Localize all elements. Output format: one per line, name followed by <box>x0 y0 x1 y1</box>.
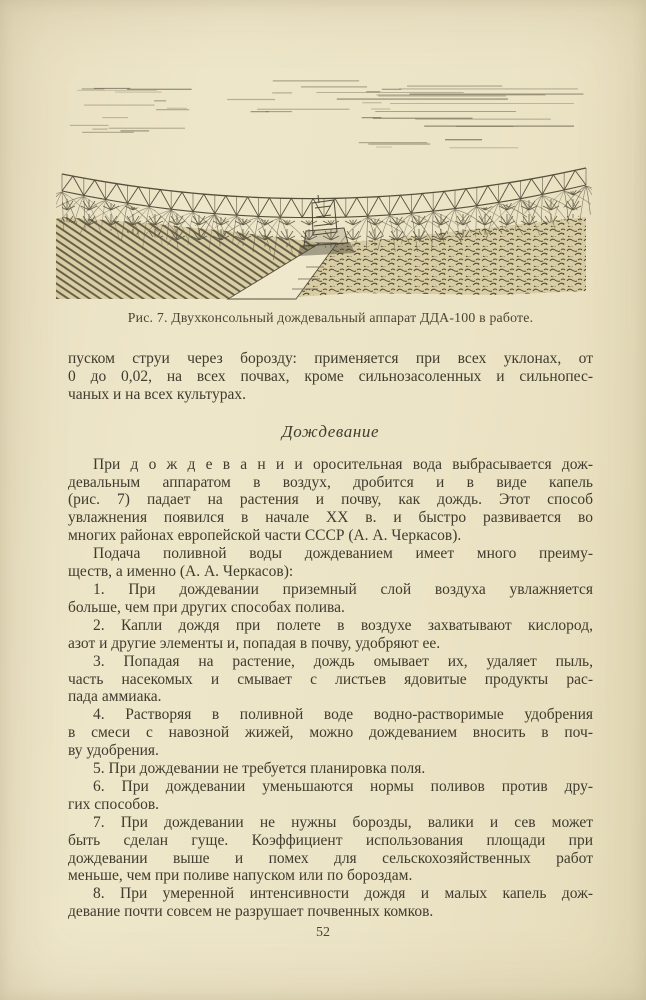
text-column <box>68 350 593 921</box>
section-heading: Дождевание <box>281 421 380 441</box>
paragraph <box>68 814 593 886</box>
text-line: (рис. 7) падает на растения и почву, как дождь. Этот способ <box>68 491 593 509</box>
cloud-streaks <box>70 81 584 148</box>
text-line: 5. При дождевании не требуется планировка поля. <box>93 760 426 778</box>
section-paragraphs <box>68 456 593 922</box>
text-line: 3. Попадая на растение, дождь омывает их, удаляет пыль, <box>93 652 593 670</box>
text-line: гих способов. <box>68 795 160 813</box>
text-line: 0 до 0,02, на всех почвах, кроме сильнозасоленных и сильнопес- <box>68 367 593 385</box>
text-line: 4. Растворяя в поливной воде водно-растворимые удобрения <box>93 706 593 724</box>
paragraph <box>68 581 593 617</box>
text-line: увлажнения появился в начале XX в. и быстро развивается во <box>68 509 593 527</box>
text-line: девание почти совсем не разрушает почвенных комков. <box>68 903 434 921</box>
text-line: пуском струи через борозду: применяется при всех уклонах, от <box>68 350 593 367</box>
paragraph <box>68 885 593 921</box>
text-line: ществ, а именно (А. А. Черкасов): <box>68 563 294 581</box>
text-line: Подача поливной воды дождеванием имеет много преиму- <box>93 545 593 563</box>
text-line: многих районах европейской части СССР (А. А. Черкасов). <box>68 527 462 545</box>
text-line: 2. Капли дождя при полете в воздухе захватывают кислород, <box>93 616 593 634</box>
text-line: дождевании выше и помех для сельскохозяйственных работ <box>68 849 593 867</box>
paragraph <box>68 706 593 760</box>
figure-illustration <box>56 76 592 302</box>
text-line: 1. При дождевании приземный слой воздуха увлажняется <box>93 580 593 598</box>
text-line: При д о ж д е в а н и и оросительная вода выбрасывается дож- <box>93 455 593 473</box>
paragraph <box>68 760 593 778</box>
intro-paragraphs <box>68 350 593 404</box>
text-line: ву удобрения. <box>68 742 159 760</box>
text-line: 6. При дождевании уменьшаются нормы поливов против дру- <box>93 777 593 795</box>
text-line: чаных и на всех культурах. <box>68 385 246 403</box>
paragraph <box>68 545 593 581</box>
text-line: 8. При умеренной интенсивности дождя и малых капель дож- <box>93 885 593 903</box>
text-line: в смеси с навозной жижей, можно дождеванием вносить в поч- <box>68 724 593 742</box>
paragraph <box>68 653 593 707</box>
paragraph <box>68 617 593 653</box>
text-line: меньше, чем при поливе напуском или по бороздам. <box>68 867 413 885</box>
text-line: азот и другие элементы и, попадая в почву, удобряют ее. <box>68 634 441 652</box>
paragraph <box>68 350 593 404</box>
text-line: пада аммиака. <box>68 688 162 706</box>
text-line: 7. При дождевании не нужны борозды, валики и сев может <box>93 813 593 831</box>
text-line: часть насекомых и смывает с листьев ядовитые продукты рас- <box>68 670 593 688</box>
figure-caption: Рис. 7. Двухконсольный дождевальный аппарат ДДА-100 в работе. <box>127 310 534 325</box>
sprinkler-machine-drawing <box>56 76 592 302</box>
text-line: быть сделан гуще. Коэффициент использования площади при <box>68 831 593 849</box>
page-number: 52 <box>316 925 330 940</box>
paragraph <box>68 456 593 546</box>
text-line: больше, чем при других способах полива. <box>68 598 345 616</box>
text-line: девальным аппаратом в воздух, дробится и в виде капель <box>68 473 593 491</box>
paragraph <box>68 778 593 814</box>
